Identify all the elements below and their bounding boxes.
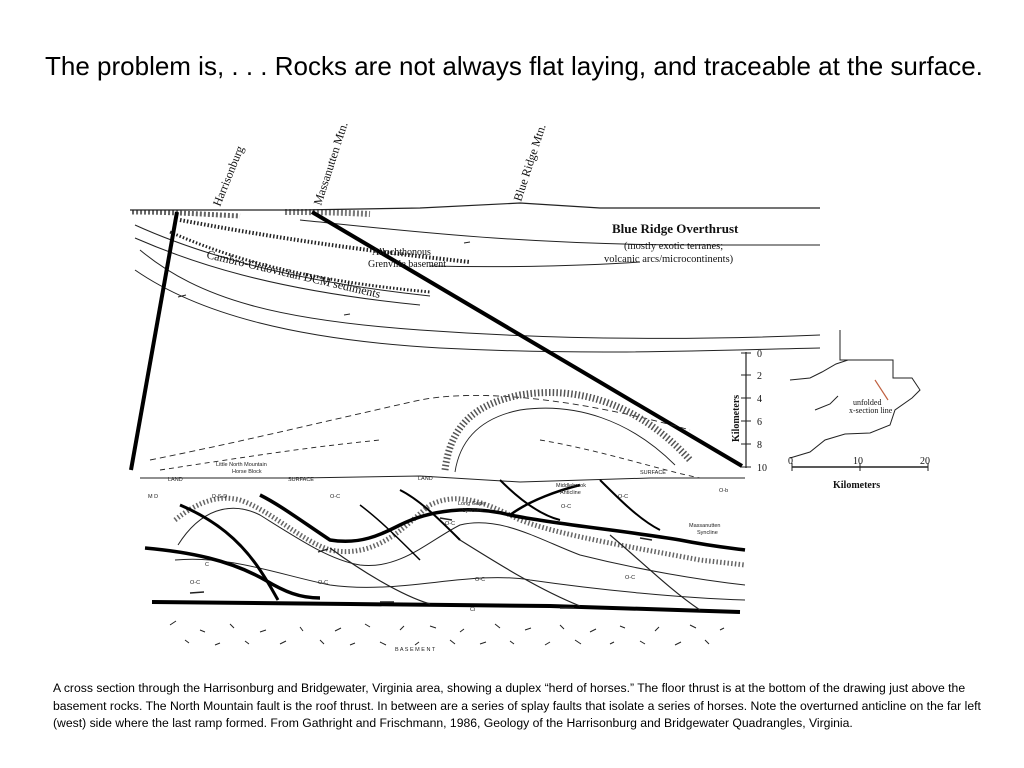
place-labels xyxy=(210,120,549,208)
label-basement: B A S E M E N T xyxy=(395,647,436,653)
unit-oc: O-C xyxy=(475,577,486,583)
unit-ci: Ci xyxy=(470,607,476,613)
label-x-section-line: x-section line xyxy=(849,406,893,415)
label-blue-ridge-mtn: Blue Ridge Mtn. xyxy=(510,122,549,203)
label-massanutten: Massanutten xyxy=(689,523,721,529)
label-little-north-mountain: Little North Mountain xyxy=(216,462,267,468)
inset-map-labels xyxy=(849,398,893,415)
vertical-km-scale xyxy=(731,349,767,474)
unit-oc: O-C xyxy=(330,494,341,500)
unit-c: C xyxy=(205,562,209,568)
label-long-gap: Long Gape xyxy=(458,501,486,507)
label-harrisonburg: Harrisonburg xyxy=(209,143,247,209)
unit-oc: O-C xyxy=(561,504,572,510)
unit-dsd: D-S-D xyxy=(212,494,228,500)
label-surface-left: SURFACE xyxy=(288,477,314,483)
label-middlebrook-anticline: Anticline xyxy=(560,490,581,496)
vertical-scale-label: Kilometers xyxy=(731,394,742,442)
label-blue-ridge-overthrust: Blue Ridge Overthrust xyxy=(612,221,739,236)
figure-caption: A cross section through the Harrisonburg and Bridgewater, Virginia area, showing a duplex “herd of horses.” The floor thrust is at the bottom of the drawing just above the basement rocks. The North Mountain fault is the roof thrust. In between are a series of splay faults that isolate a series of horses. Note the overturned anticline on the far left (west) side where the last ramp formed. From Gathright and Frischmann, 1986, Geology of the Harrisonburg and Bridgewater Quadrangles, Virginia. xyxy=(53,681,981,730)
slide-title: The problem is, . . . Rocks are not always flat laying, and traceable at the surface. xyxy=(45,51,983,81)
label-massanutten-syncline: Syncline xyxy=(697,530,718,536)
label-allochthonous: Allochthonous xyxy=(372,247,431,258)
unit-oc: O-C xyxy=(445,521,456,527)
label-long-gap-syncline: Syncline xyxy=(462,508,483,514)
label-massanutten-mtn: Massanutten Mtn. xyxy=(310,120,351,207)
label-overthrust-sub2: volcanic arcs/microcontinents) xyxy=(604,254,734,265)
horizontal-km-scale xyxy=(788,456,930,491)
hscale-tick: 20 xyxy=(920,456,930,467)
label-horse-block: Horse Block xyxy=(232,469,262,475)
label-cambro-ordovician: Cambro-Ordovician DCM sediments xyxy=(205,247,382,301)
label-overthrust-sub1: (mostly exotic terranes; xyxy=(624,241,724,252)
hscale-tick: 0 xyxy=(788,456,793,467)
label-land-center: LAND xyxy=(418,476,433,482)
label-grenville-basement: Grenville basement xyxy=(368,259,447,270)
hscale-label: Kilometers xyxy=(833,480,881,491)
unit-oc: O-C xyxy=(190,580,201,586)
km-tick: 4 xyxy=(757,394,762,405)
km-tick: 10 xyxy=(757,463,767,474)
overthrust-labels xyxy=(205,221,739,301)
unit-oc: O-C xyxy=(618,494,629,500)
inset-map xyxy=(790,330,920,458)
unit-md: M D xyxy=(148,494,159,500)
km-tick: 6 xyxy=(757,417,762,428)
km-tick: 8 xyxy=(757,440,762,451)
unit-ob: O-b xyxy=(719,488,729,494)
label-middlebrook: Middlebrook xyxy=(556,483,586,489)
label-land-left: LAND xyxy=(168,477,183,483)
cross-section-labels xyxy=(148,462,728,653)
km-tick: 0 xyxy=(757,349,762,360)
label-unfolded: unfolded xyxy=(853,398,882,407)
km-tick: 2 xyxy=(757,371,762,382)
label-surface-right: SURFACE xyxy=(640,470,666,476)
detailed-cross-section xyxy=(140,393,745,645)
hscale-tick: 10 xyxy=(853,456,863,467)
unit-oc: O-C xyxy=(625,575,636,581)
unit-oc: O-C xyxy=(318,580,329,586)
